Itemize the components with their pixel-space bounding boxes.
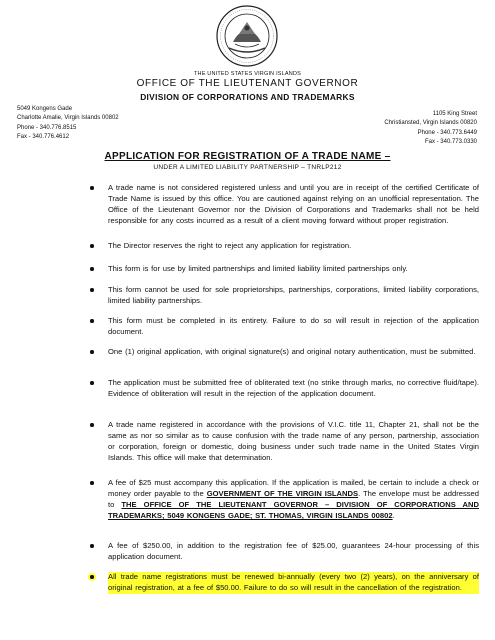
bullet-text: A trade name registered in accordance with the provisions of V.I.C. title 11, Chapter 21, shall not be the same as nor so similar as to cause confusion with the trade name of any person, partnership, association or corporation, foreign or domestic, doing business under such trade name in the United States Virgin Islands. This office will make that determination. bbox=[108, 420, 479, 462]
st-croix-address bbox=[384, 110, 477, 148]
bullet-icon bbox=[90, 350, 94, 354]
expedite-text: A fee of $250.00, in addition to the registration fee of $25.00, guarantees 24-hour processing of this application document. bbox=[108, 541, 479, 561]
payee-name: GOVERNMENT OF THE VIRGIN ISLANDS bbox=[206, 488, 359, 498]
bullet-icon bbox=[90, 267, 94, 271]
fee-text-after: . bbox=[392, 510, 395, 520]
address-line: Charlotte Amalie, Virgin Islands 00802 bbox=[17, 115, 119, 122]
office-title: OFFICE OF THE LIEUTENANT GOVERNOR bbox=[136, 78, 359, 89]
bullet-icon bbox=[90, 319, 94, 323]
bullet-text: This form cannot be used for sole proprietorships, partnerships, corporations, limited liability corporations, limited liability partnerships. bbox=[108, 285, 479, 305]
st-thomas-address bbox=[17, 105, 119, 143]
bullet-text: This form is for use by limited partnerships and limited liability limited partnerships only. bbox=[108, 264, 408, 273]
fee-text bbox=[108, 478, 479, 522]
address-line: Christiansted, Virgin Islands 00820 bbox=[384, 120, 477, 127]
government-seal-icon bbox=[215, 4, 279, 68]
fee-text-middle: . The envelope must be addressed to bbox=[108, 488, 479, 509]
phone-line: Phone - 340.773.6449 bbox=[417, 129, 477, 136]
fax-line: Fax - 340.773.0330 bbox=[424, 139, 477, 146]
government-name: THE UNITED STATES VIRGIN ISLANDS bbox=[193, 71, 302, 77]
bullet-text: A trade name is not considered registered unless and until you are in receipt of the certified Certificate of Trade Name is issued by this office. You are cautioned against relying on an unofficial representation. The Office of the Lieutenant Governor nor the Division of Corporations and Trademarks shall not be held responsible for any costs incurred as a result of a client moving forward without proper registration. bbox=[108, 183, 479, 225]
bullet-icon bbox=[90, 575, 94, 579]
bullet-icon bbox=[90, 381, 94, 385]
bullet-text: The application must be submitted free of obliterated text (no strike through marks, no corrective fluid/tape). Evidence of obliteration will result in the rejection of the application document. bbox=[108, 378, 479, 398]
bullet-icon bbox=[90, 423, 94, 427]
renewal-text: All trade name registrations must be renewed bi-annually (every two (2) years), on the anniversary of original registration, at a fee of $50.00. Failure to do so will result in the cancellation of the registration. bbox=[108, 572, 479, 592]
bullet-text: This form must be completed in its entirety. Failure to do so will result in rejection of the application document. bbox=[108, 316, 479, 336]
bullet-icon bbox=[90, 288, 94, 292]
fee-text-before: A fee of $25 must accompany this application. If the application is mailed, be certain to include a check or money order payable to the bbox=[108, 478, 479, 498]
mailing-address: THE OFFICE OF THE LIEUTENANT GOVERNOR – DIVISION OF CORPORATIONS AND TRADEMARKS; 5049 KONGENS GADE; ST. THOMAS, VIRGIN ISLANDS 00802 bbox=[108, 499, 479, 520]
division-title: DIVISION OF CORPORATIONS AND TRADEMARKS bbox=[140, 92, 355, 102]
form-subtitle: UNDER A LIMITED LIABILITY PARTNERSHIP – TNRLP212 bbox=[153, 164, 342, 171]
phone-line: Phone - 340.776.8515 bbox=[17, 124, 77, 131]
bullet-icon bbox=[90, 244, 94, 248]
form-title: APPLICATION FOR REGISTRATION OF A TRADE NAME – bbox=[104, 151, 391, 162]
bullet-icon bbox=[90, 481, 94, 485]
fax-line: Fax - 340.776.4612 bbox=[17, 134, 70, 141]
bullet-icon bbox=[90, 186, 94, 190]
bullet-text: One (1) original application, with original signature(s) and original notary authentication, must be submitted. bbox=[108, 347, 476, 356]
address-line: 1105 King Street bbox=[432, 111, 477, 117]
bullet-text: The Director reserves the right to reject any application for registration. bbox=[108, 241, 352, 250]
bullet-icon bbox=[90, 544, 94, 548]
address-line: 5049 Kongens Gade bbox=[17, 106, 73, 112]
